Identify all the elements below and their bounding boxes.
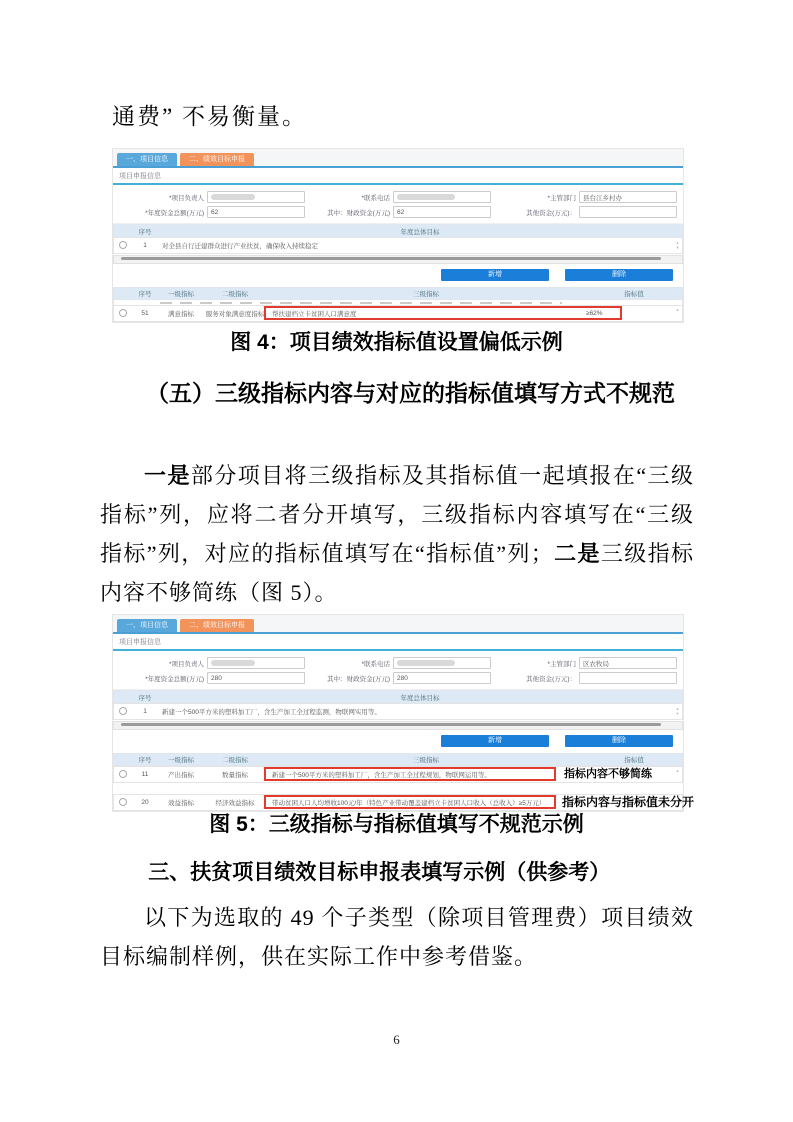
fiscal-fund-input[interactable]: 280 [393,672,491,684]
goal-row-text: 对全县自行迁建群众进行产业扶贫，确保收入持续稳定 [162,243,318,250]
bold-run-yishi: 一是 [144,463,191,488]
para1-run2: 部分项目将三级指标及其指标值一起填报在“三级指标”列，应将二者分开填写，三级指标内容填写在“三级指标”列，对应的指标值填写在“指标值”列； [100,463,694,566]
scroll-arrows-icon[interactable]: ▴ [676,768,679,773]
goal-col-title: 年度总体目标 [400,694,440,702]
total-fund-label: *年度资金总额(万元) [145,675,204,683]
goal-row-text: 新建一个500平方米的塑料加工厂，含生产加工全过程监测，物联网实用等。 [162,709,381,716]
radio-button[interactable] [119,707,127,715]
dept-input[interactable]: 县台江乡村办 [579,191,677,203]
ind-row-l1: 满意指标 [168,311,194,318]
ind-row-no: 51 [141,310,149,317]
goal-col-title: 年度总体目标 [400,228,440,236]
form-area [113,651,683,690]
indicator-table-header [113,287,683,300]
annotation-not-separated: 指标内容与指标值未分开 [562,795,695,809]
indicator-table [113,753,695,811]
phone-label: *联系电话 [361,194,390,202]
goal-table-row [113,703,683,720]
form-area [113,185,683,224]
section3-heading: 三、扶贫项目绩效目标申报表填写示例（供参考） [148,861,611,884]
section-title: 项目申报信息 [113,634,683,651]
fiscal-fund-input[interactable]: 62 [393,206,491,218]
goal-table-header [113,224,683,237]
delete-button[interactable]: 删除 [565,735,673,747]
button-row [113,264,683,285]
page-number: 6 [393,1032,400,1047]
owner-label: *项目负责人 [168,194,204,202]
paragraph-1 [100,456,694,612]
ind-row-l1: 产出指标 [168,772,194,779]
figure5-caption: 图 5：三级指标与指标值填写不规范示例 [209,813,584,836]
indicator-row-51 [113,305,683,322]
ind-col-l3: 三级指标 [413,291,439,298]
ind-row-l2: 数量指标 [222,772,248,779]
section5-heading: （五）三级指标内容与对应的指标值填写方式不规范 [146,381,675,406]
intro-text: 通费” 不易衡量。 [112,104,307,129]
radio-button[interactable] [119,309,127,317]
annotation-not-concise: 指标内容不够简练 [564,768,652,780]
bold-run-ershi: 二是 [553,541,601,566]
goal-row-no: 1 [143,242,147,249]
ind-row-value: ≥62% [586,310,603,317]
add-button[interactable]: 新增 [441,735,549,747]
owner-input[interactable] [207,191,305,203]
tab-project-info[interactable]: 一、项目信息 [117,153,177,166]
other-fund-input[interactable] [579,672,677,684]
scrollbar-thumb[interactable] [121,257,661,260]
dept-input[interactable]: 区农牧局 [579,657,677,669]
dept-label: *主管部门 [547,194,576,202]
delete-button[interactable]: 删除 [565,269,673,281]
figure4-caption: 图 4：项目绩效指标值设置偏低示例 [230,331,563,354]
tab-performance-target[interactable]: 二、绩效目标申报 [180,153,254,166]
tab-performance-target[interactable]: 二、绩效目标申报 [180,619,254,632]
ind-row-l3: 帮扶建档立卡贫困人口满意度 [272,311,357,318]
fiscal-fund-label: 其中：财政资金(万元) [327,675,390,683]
ind-col-l1: 一级指标 [168,291,194,298]
scroll-arrows-icon[interactable]: ▴ ▾ [676,706,679,716]
scroll-arrows-icon[interactable]: ▴ [676,307,679,312]
dept-label: *主管部门 [547,660,576,668]
paragraph-2: 以下为选取的 49 个子类型（除项目管理费）项目绩效目标编制样例，供在实际工作中参考借鉴。 [100,905,694,969]
redacted-value [397,194,455,200]
para1-run4: 三级指标内容不够简练（图 5）。 [100,541,694,605]
owner-label: *项目负责人 [168,660,204,668]
ind-col-val: 指标值 [624,291,644,298]
indicator-table-header [113,753,683,766]
tab-bar [113,149,683,168]
other-fund-label: 其他资金(万元)： [526,675,576,683]
ind-col-l3: 三级指标 [413,757,439,764]
row-gap [113,783,683,794]
indicator-row-11 [113,766,683,783]
ind-col-no: 序号 [138,757,152,764]
other-fund-label: 其他资金(万元)： [526,209,576,217]
redacted-value [211,194,255,200]
ind-row-no: 20 [141,799,149,806]
figure5-screenshot [112,614,695,812]
owner-input[interactable] [207,657,305,669]
total-fund-input[interactable]: 280 [207,672,305,684]
indicator-table [113,287,683,322]
ind-col-val: 指标值 [624,757,644,764]
ind-row-l2: 服务对象满意度指标 [205,311,265,318]
ind-row-l1: 效益指标 [168,800,194,807]
phone-input[interactable] [393,191,491,203]
horizontal-scrollbar[interactable] [113,255,683,264]
ind-col-l1: 一级指标 [168,757,194,764]
ind-col-no: 序号 [138,291,152,298]
total-fund-input[interactable]: 62 [207,206,305,218]
radio-button[interactable] [119,241,127,249]
goal-col-no: 序号 [138,228,152,236]
ind-col-l2: 二级指标 [222,757,248,764]
other-fund-input[interactable] [579,206,677,218]
tab-project-info[interactable]: 一、项目信息 [117,619,177,632]
fiscal-fund-label: 其中：财政资金(万元) [327,209,390,217]
phone-input[interactable] [393,657,491,669]
radio-button[interactable] [119,798,127,806]
add-button[interactable]: 新增 [441,269,549,281]
horizontal-scrollbar[interactable] [113,721,683,730]
redacted-value [211,660,255,666]
phone-label: *联系电话 [361,660,390,668]
radio-button[interactable] [119,770,127,778]
scrollbar-thumb[interactable] [121,723,661,726]
goal-table-header [113,690,683,703]
figure4-screenshot [112,148,684,323]
ind-row-no: 11 [141,771,149,778]
tab-bar [113,615,683,634]
goal-row-no: 1 [143,708,147,715]
ind-row-l3: 带动贫困人口人均增收100元/年（特色产业带动覆盖建档立卡贫困人口收入（总收入）≥5万元） [272,800,546,807]
ind-row-l2: 经济效益指标 [215,800,255,807]
button-row [113,730,683,751]
goal-col-no: 序号 [138,694,152,702]
section-title: 项目申报信息 [113,168,683,185]
ind-row-l3: 新建一个500平方米的塑料加工厂，含生产加工全过程规划，物联网运用等。 [272,772,491,779]
total-fund-label: *年度资金总额(万元) [145,209,204,217]
goal-table-row [113,237,683,254]
ind-col-l2: 二级指标 [222,291,248,298]
redacted-value [397,660,455,666]
scroll-arrows-icon[interactable]: ▴ ▾ [676,240,679,250]
